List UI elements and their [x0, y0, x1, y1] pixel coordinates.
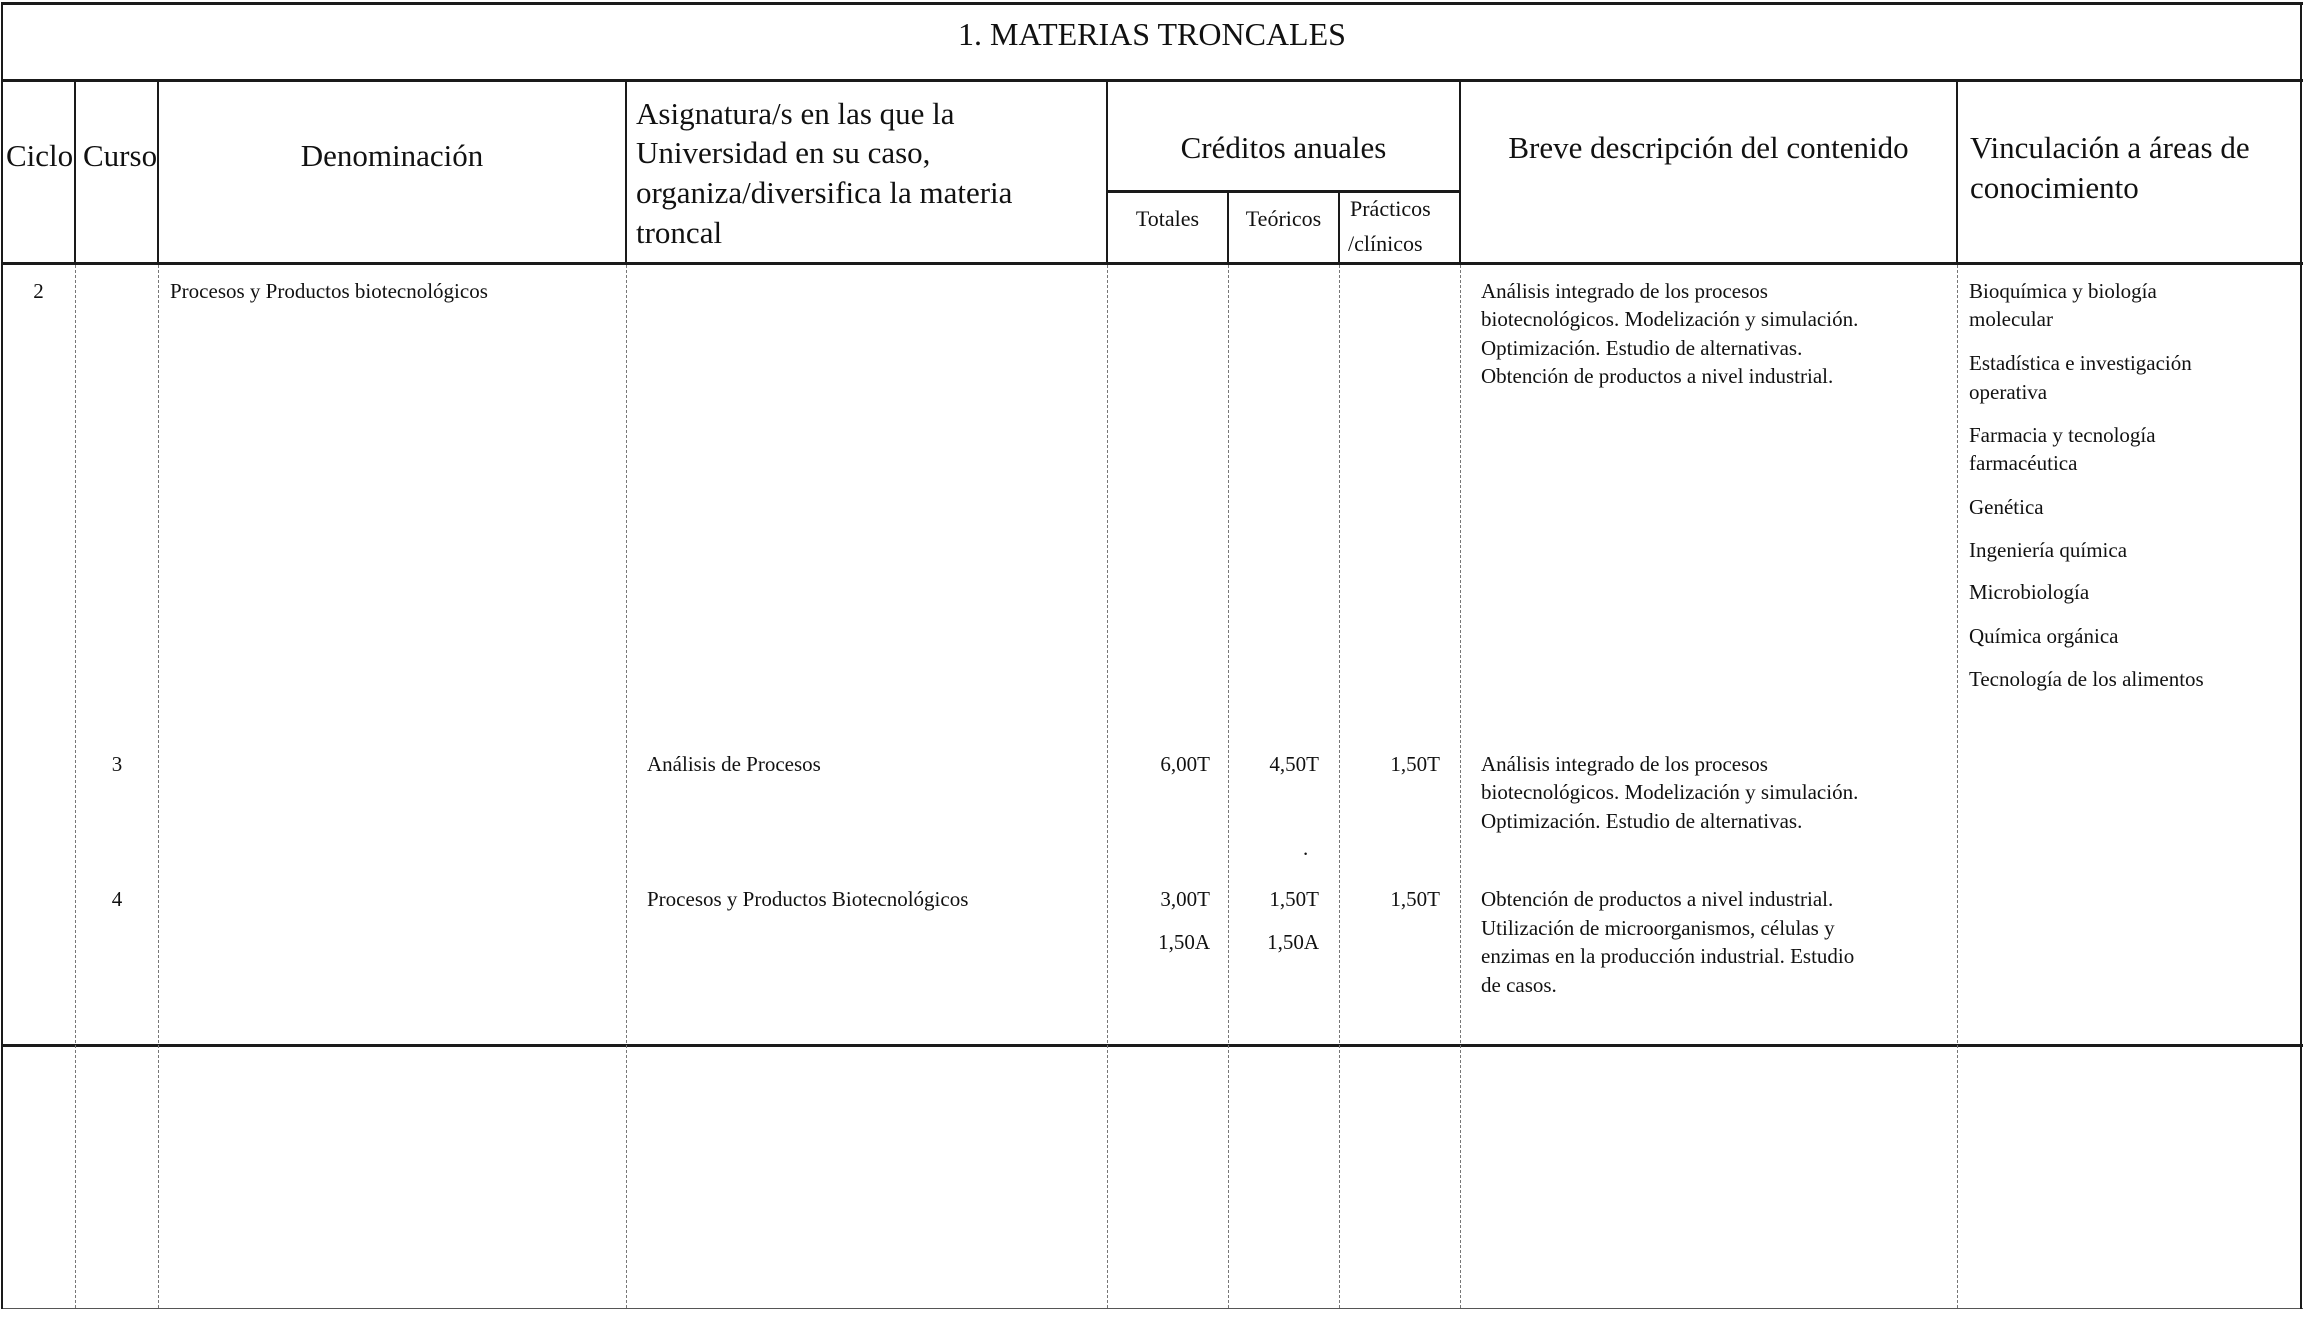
- header-creditos-anuales: Créditos anuales: [1180, 130, 1387, 165]
- section-title: 1. MATERIAS TRONCALES: [958, 16, 1346, 52]
- header-descripcion: Breve descripción del contenido: [1508, 130, 1909, 165]
- cell-teoricos: 4,50T: [1269, 752, 1319, 776]
- cell-teoricos-2: 1,50A: [1267, 930, 1319, 954]
- empty-row: [2, 1047, 2300, 1307]
- cell-practicos: 1,50T: [1390, 887, 1440, 911]
- cell-teoricos: 1,50T: [1269, 887, 1319, 911]
- area-item: Química orgánica: [1969, 624, 2119, 648]
- header-totales: Totales: [1135, 206, 1200, 231]
- cell-totales: 3,00T: [1160, 887, 1210, 911]
- area-item: Farmacia y tecnología: [1969, 423, 2156, 447]
- header-teoricos: Teóricos: [1245, 206, 1322, 231]
- header-curso: Curso: [83, 138, 158, 173]
- hdr-col-descripcion: [1956, 80, 1958, 264]
- hdr-col-asignatura: [1106, 80, 1108, 264]
- hdr-col-ciclo: [74, 80, 76, 264]
- area-item: Genética: [1969, 495, 2044, 519]
- cell-curso: 3: [111, 752, 123, 776]
- cell-asignatura: Procesos y Productos Biotecnológicos: [647, 887, 969, 911]
- cell-totales-2: 1,50A: [1158, 930, 1210, 954]
- hdr-col-creditos: [1459, 80, 1461, 264]
- area-item: Tecnología de los alimentos: [1969, 667, 2204, 691]
- header-ciclo: Ciclo: [6, 138, 74, 173]
- rule-top: [1, 2, 2303, 5]
- cell-totales: 6,00T: [1160, 752, 1210, 776]
- rule-bottom: [1, 1308, 2303, 1309]
- rule-right: [2300, 2, 2302, 1309]
- cell-practicos: 1,50T: [1390, 752, 1440, 776]
- rule-creditos-sub: [1107, 190, 1460, 193]
- hdr-col-denominacion: [625, 80, 627, 264]
- header-denominacion: Denominación: [300, 138, 484, 173]
- area-item: Estadística e investigación: [1969, 351, 2192, 375]
- hdr-col-curso: [157, 80, 159, 264]
- cell-asignatura: Análisis de Procesos: [647, 752, 821, 776]
- area-item: Ingeniería química: [1969, 538, 2128, 562]
- area-item: Microbiología: [1969, 580, 2090, 604]
- cell-curso: 4: [111, 887, 123, 911]
- area-item: Bioquímica y biología: [1969, 279, 2157, 303]
- stray-mark: .: [1303, 836, 1309, 860]
- cell-ciclo: 2: [33, 279, 44, 303]
- cell-denominacion: Procesos y Productos biotecnológicos: [170, 279, 488, 303]
